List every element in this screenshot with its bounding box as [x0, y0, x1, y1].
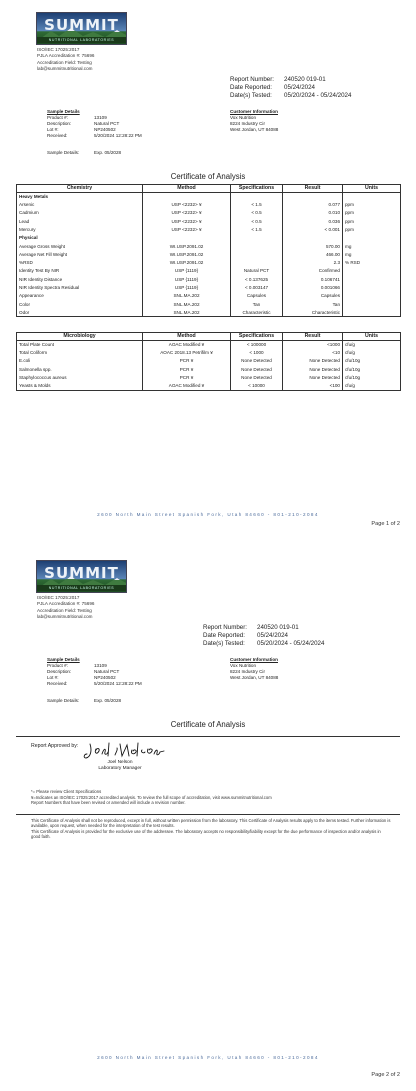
- result-cell: Confirmed: [283, 267, 343, 275]
- method-cell: AOAC Modified ¥: [143, 341, 231, 349]
- method-cell: SNL.MA.202: [143, 292, 231, 300]
- analyte-name: E.coli: [17, 357, 143, 365]
- unit-cell: [343, 292, 401, 300]
- specification-cell: < 0.003147: [231, 284, 283, 292]
- table-row: [17, 267, 401, 275]
- specification-cell: None Detected: [231, 357, 283, 365]
- report-notes: [31, 789, 391, 806]
- unit-cell: % RSD: [343, 259, 401, 267]
- col-header-units: Units: [343, 185, 401, 193]
- report-number-label: Report Number:: [203, 624, 248, 631]
- customer-address-line2: West Jordan, UT 84088: [230, 675, 279, 681]
- unit-cell: [343, 284, 401, 292]
- accreditation-field: Accreditation Field: Testing: [37, 59, 92, 65]
- product-label: Product #:: [47, 663, 68, 669]
- analyte-name: Average Gross Weight: [17, 242, 143, 250]
- analyte-name: Lead: [17, 217, 143, 225]
- table-row: [17, 382, 401, 390]
- microbiology-header-row: [17, 333, 401, 341]
- method-cell: WI.USP.2091.02: [143, 259, 231, 267]
- footer-address: 2600 North Main Street Spanish Fork, Utah 84660 - 801-210-2084: [97, 512, 319, 517]
- result-cell: 466.00: [283, 251, 343, 259]
- empty-cell: [283, 234, 343, 242]
- sample-details-heading: Sample Details: [47, 657, 80, 662]
- table-row: [17, 275, 401, 283]
- col-header-specifications: Specifications: [231, 333, 283, 341]
- signer-title: Laboratory Manager: [98, 766, 142, 771]
- specification-cell: [231, 259, 283, 267]
- method-cell: SNL.MA.202: [143, 300, 231, 308]
- note-revision: Report Numbers that have been revised or amended will include a revision number.: [31, 800, 186, 806]
- method-cell: AOAC Modified ¥: [143, 382, 231, 390]
- method-cell: WI.USP.2091.02: [143, 251, 231, 259]
- specification-cell: Natural PCT: [231, 267, 283, 275]
- customer-address-line1: 8224 Industry Cir: [230, 669, 265, 675]
- page-number: Page 2 of 2: [371, 1072, 400, 1078]
- table-row: [17, 300, 401, 308]
- received-date: 5/20/2024 12:28:22 PM: [94, 681, 142, 687]
- specification-cell: None Detected: [231, 374, 283, 382]
- report-meta: [230, 76, 351, 100]
- table-row: [17, 251, 401, 259]
- page-number: Page 1 of 2: [371, 521, 400, 527]
- sample-details: [47, 657, 197, 687]
- microbiology-table-body: [17, 341, 401, 391]
- table-row: [17, 365, 401, 373]
- logo-subtitle: NUTRITIONAL LABORATORIES: [37, 37, 126, 43]
- analyte-name: Salmonella spp.: [17, 365, 143, 373]
- description-label: Description:: [47, 669, 72, 675]
- unit-cell: cfu/g: [343, 382, 401, 390]
- method-cell: USP {1119}: [143, 267, 231, 275]
- analyte-name: Identity Test By NIR: [17, 267, 143, 275]
- chemistry-header-row: [17, 185, 401, 193]
- customer-name: Vox Nutrition: [230, 115, 257, 121]
- specification-cell: < 0.137625: [231, 275, 283, 283]
- table-row: [17, 309, 401, 317]
- disclaimer-reproduction: This Certificate of Analysis shall not be reproduced, except in full, without written permission from the laboratory. This Certificate of Analysis results apply to the items tested. Further information is available, upon request, when needed for the interpretation of the test results.: [31, 818, 391, 829]
- sample-details-value: Exp. 05/2028: [94, 150, 122, 155]
- specification-cell: < 1.5: [231, 201, 283, 209]
- specification-cell: < 100000: [231, 341, 283, 349]
- col-header-result: Result: [283, 185, 343, 193]
- lab-email: lab@summitnutritional.com: [37, 613, 93, 619]
- empty-cell: [143, 234, 231, 242]
- analyte-name: Average Net Fill Weight: [17, 251, 143, 259]
- lot-number: NP240502: [94, 675, 116, 681]
- col-header-method: Method: [143, 333, 231, 341]
- method-cell: USP <2232> ¥: [143, 209, 231, 217]
- product-label: Product #:: [47, 115, 68, 121]
- dates-tested: 05/20/2024 - 05/24/2024: [284, 92, 352, 99]
- empty-cell: [343, 193, 401, 201]
- unit-cell: ppm: [343, 217, 401, 225]
- note-client-specs: *= Please review Client Specifications: [31, 789, 102, 794]
- signature-top-rule: [16, 736, 400, 737]
- table-row: [17, 349, 401, 357]
- unit-cell: cfu/10g: [343, 357, 401, 365]
- unit-cell: mg: [343, 242, 401, 250]
- dates-tested-label: Date(s) Tested:: [230, 92, 272, 99]
- analyte-name: Color: [17, 300, 143, 308]
- col-header-units: Units: [343, 333, 401, 341]
- group-heading: Heavy Metals: [17, 193, 143, 201]
- unit-cell: cfu/10g: [343, 374, 401, 382]
- result-cell: 0.036: [283, 217, 343, 225]
- method-cell: USP <2232> ¥: [143, 217, 231, 225]
- empty-cell: [231, 234, 283, 242]
- analyte-name: Mercury: [17, 226, 143, 234]
- customer-information: [230, 657, 360, 681]
- microbiology-table: [16, 332, 401, 391]
- unit-cell: [343, 300, 401, 308]
- disclaimer-liability: This Certificate of Analysis is provided for the exclusive use of the addressee. The laboratory accepts no responsibility/liability except for the due performance of inspection and/or analysis in good faith.: [31, 828, 381, 840]
- specification-cell: [231, 251, 283, 259]
- report-meta: [203, 624, 324, 648]
- unit-cell: [343, 267, 401, 275]
- result-cell: <10: [283, 349, 343, 357]
- pjla-number: PJLA Accreditation #: 75696: [37, 53, 95, 59]
- specification-cell: None Detected: [231, 365, 283, 373]
- table-row: [17, 226, 401, 234]
- pjla-number: PJLA Accreditation #: 75696: [37, 601, 95, 607]
- analyte-name: Yeasts & Molds: [17, 382, 143, 390]
- specification-cell: Capsules: [231, 292, 283, 300]
- unit-cell: cfu/g: [343, 341, 401, 349]
- product-number: 13109: [94, 115, 107, 121]
- product-number: 13109: [94, 663, 107, 669]
- customer-information: [230, 109, 360, 133]
- sample-details-label: Sample Details:: [47, 698, 80, 703]
- report-number-label: Report Number:: [230, 76, 275, 83]
- customer-heading: Customer Information: [230, 657, 278, 662]
- unit-cell: cfu/g: [343, 349, 401, 357]
- report-page-1: [0, 0, 416, 540]
- received-date: 5/20/2024 12:28:22 PM: [94, 133, 142, 139]
- specification-cell: < 0.5: [231, 209, 283, 217]
- date-reported: 05/24/2024: [257, 632, 288, 639]
- lot-label: Lot #:: [47, 675, 59, 681]
- analyte-name: NIR Identity Spectra Residual: [17, 284, 143, 292]
- empty-cell: [283, 193, 343, 201]
- table-row: [17, 209, 401, 217]
- sample-details-note: [47, 150, 121, 156]
- sample-details-label: Sample Details:: [47, 150, 80, 155]
- iso-standard: ISO/IEC 17025:2017: [37, 47, 80, 52]
- customer-heading: Customer Information: [230, 109, 278, 114]
- summit-logo: [36, 12, 127, 45]
- disclaimer: [31, 818, 391, 840]
- unit-cell: [343, 309, 401, 317]
- customer-address-line2: West Jordan, UT 84088: [230, 127, 279, 133]
- report-number: 240520 019-01: [257, 624, 299, 631]
- specification-cell: [231, 242, 283, 250]
- certificate-title: Certificate of Analysis: [170, 720, 246, 729]
- signer-name: Joel Nelson: [107, 760, 133, 765]
- received-label: Received:: [47, 681, 68, 687]
- result-cell: 2.3: [283, 259, 343, 267]
- sample-details: [47, 109, 197, 139]
- unit-cell: [343, 275, 401, 283]
- result-cell: < 0.001: [283, 226, 343, 234]
- table-row: [17, 292, 401, 300]
- customer-address-line1: 8224 Industry Cir: [230, 121, 265, 127]
- method-cell: PCR ¥: [143, 357, 231, 365]
- date-reported-label: Date Reported:: [203, 632, 245, 639]
- sample-details-heading: Sample Details: [47, 109, 80, 114]
- unit-cell: ppm: [343, 209, 401, 217]
- method-cell: USP {1119}: [143, 275, 231, 283]
- lab-email: lab@summitnutritional.com: [37, 65, 93, 71]
- note-accredited-analysis: ¥=Indicates an ISO/IEC 17025:2017 accredited analysis. To review the full scope of accreditation, visit www.summitnutritional.com: [31, 794, 272, 800]
- lot-number: NP240502: [94, 127, 116, 133]
- method-cell: SNL.MA.202: [143, 309, 231, 317]
- dates-tested-label: Date(s) Tested:: [203, 640, 245, 647]
- analyte-name: %RSD: [17, 259, 143, 267]
- result-cell: <1000: [283, 341, 343, 349]
- unit-cell: cfu/10g: [343, 365, 401, 373]
- result-cell: 0.010: [283, 209, 343, 217]
- specification-cell: Tan: [231, 300, 283, 308]
- method-cell: USP {1119}: [143, 284, 231, 292]
- analyte-name: Arsenic: [17, 201, 143, 209]
- certificate-title: Certificate of Analysis: [170, 172, 246, 181]
- specification-cell: < 1000: [231, 349, 283, 357]
- col-header-microbiology: Microbiology: [17, 333, 143, 341]
- lab-accreditation-info: [37, 595, 94, 620]
- table-row: [17, 341, 401, 349]
- group-heading: Physical: [17, 234, 143, 242]
- col-header-method: Method: [143, 185, 231, 193]
- method-cell: WI.USP.2091.02: [143, 242, 231, 250]
- footer-address: 2600 North Main Street Spanish Fork, Utah 84660 - 801-210-2084: [97, 1055, 319, 1060]
- empty-cell: [231, 193, 283, 201]
- table-row: [17, 357, 401, 365]
- received-label: Received:: [47, 133, 68, 139]
- result-cell: 0.106741: [283, 275, 343, 283]
- analyte-name: NIR Identity Distance: [17, 275, 143, 283]
- analyte-name: Staphylococcus aureus: [17, 374, 143, 382]
- report-number: 240520 019-01: [284, 76, 326, 83]
- description: Natural PCT: [94, 669, 120, 675]
- col-header-chemistry: Chemistry: [17, 185, 143, 193]
- disclaimer-rule: [16, 814, 400, 815]
- result-cell: None Detected: [283, 374, 343, 382]
- table-row: [17, 201, 401, 209]
- logo-wordmark: SUMMIT: [44, 16, 119, 34]
- logo-wordmark: SUMMIT: [44, 564, 119, 582]
- signer-block: [92, 760, 148, 772]
- col-header-result: Result: [283, 333, 343, 341]
- result-cell: None Detected: [283, 357, 343, 365]
- table-row: [17, 242, 401, 250]
- lot-label: Lot #:: [47, 127, 59, 133]
- specification-cell: Characteristic: [231, 309, 283, 317]
- result-cell: None Detected: [283, 365, 343, 373]
- description: Natural PCT: [94, 121, 120, 127]
- customer-name: Vox Nutrition: [230, 663, 257, 669]
- dates-tested: 05/20/2024 - 05/24/2024: [257, 640, 325, 647]
- analyte-name: Appearance: [17, 292, 143, 300]
- date-reported-label: Date Reported:: [230, 84, 272, 91]
- lab-accreditation-info: [37, 47, 94, 72]
- summit-logo: [36, 560, 127, 593]
- table-row: [17, 284, 401, 292]
- method-cell: USP <2232> ¥: [143, 201, 231, 209]
- signature-image: [82, 740, 177, 762]
- analyte-name: Total Plate Count: [17, 341, 143, 349]
- result-cell: 0.001066: [283, 284, 343, 292]
- result-cell: Capsules: [283, 292, 343, 300]
- result-cell: Tan: [283, 300, 343, 308]
- method-cell: AOAC 2018.13 Petrifilm ¥: [143, 349, 231, 357]
- empty-cell: [343, 234, 401, 242]
- chemistry-table-body: [17, 193, 401, 317]
- group-row: [17, 234, 401, 242]
- specification-cell: < 0.5: [231, 217, 283, 225]
- chemistry-table: [16, 184, 401, 317]
- unit-cell: mg: [343, 251, 401, 259]
- logo-subtitle: NUTRITIONAL LABORATORIES: [37, 585, 126, 591]
- iso-standard: ISO/IEC 17025:2017: [37, 595, 80, 600]
- sample-details-note: [47, 698, 121, 704]
- accreditation-field: Accreditation Field: Testing: [37, 607, 92, 613]
- result-cell: 0.077: [283, 201, 343, 209]
- table-row: [17, 259, 401, 267]
- unit-cell: ppm: [343, 201, 401, 209]
- method-cell: PCR ¥: [143, 365, 231, 373]
- table-row: [17, 217, 401, 225]
- result-cell: <100: [283, 382, 343, 390]
- result-cell: Characteristic: [283, 309, 343, 317]
- empty-cell: [143, 193, 231, 201]
- specification-cell: < 1.5: [231, 226, 283, 234]
- specification-cell: < 10000: [231, 382, 283, 390]
- analyte-name: Cadmium: [17, 209, 143, 217]
- report-approved-by-label: Report Approved by:: [31, 743, 79, 749]
- result-cell: 570.00: [283, 242, 343, 250]
- analyte-name: Odor: [17, 309, 143, 317]
- analyte-name: Total Coliform: [17, 349, 143, 357]
- table-row: [17, 374, 401, 382]
- group-row: [17, 193, 401, 201]
- date-reported: 05/24/2024: [284, 84, 315, 91]
- method-cell: PCR ¥: [143, 374, 231, 382]
- unit-cell: ppm: [343, 226, 401, 234]
- method-cell: USP <2232> ¥: [143, 226, 231, 234]
- description-label: Description:: [47, 121, 72, 127]
- sample-details-value: Exp. 05/2028: [94, 698, 122, 703]
- col-header-specifications: Specifications: [231, 185, 283, 193]
